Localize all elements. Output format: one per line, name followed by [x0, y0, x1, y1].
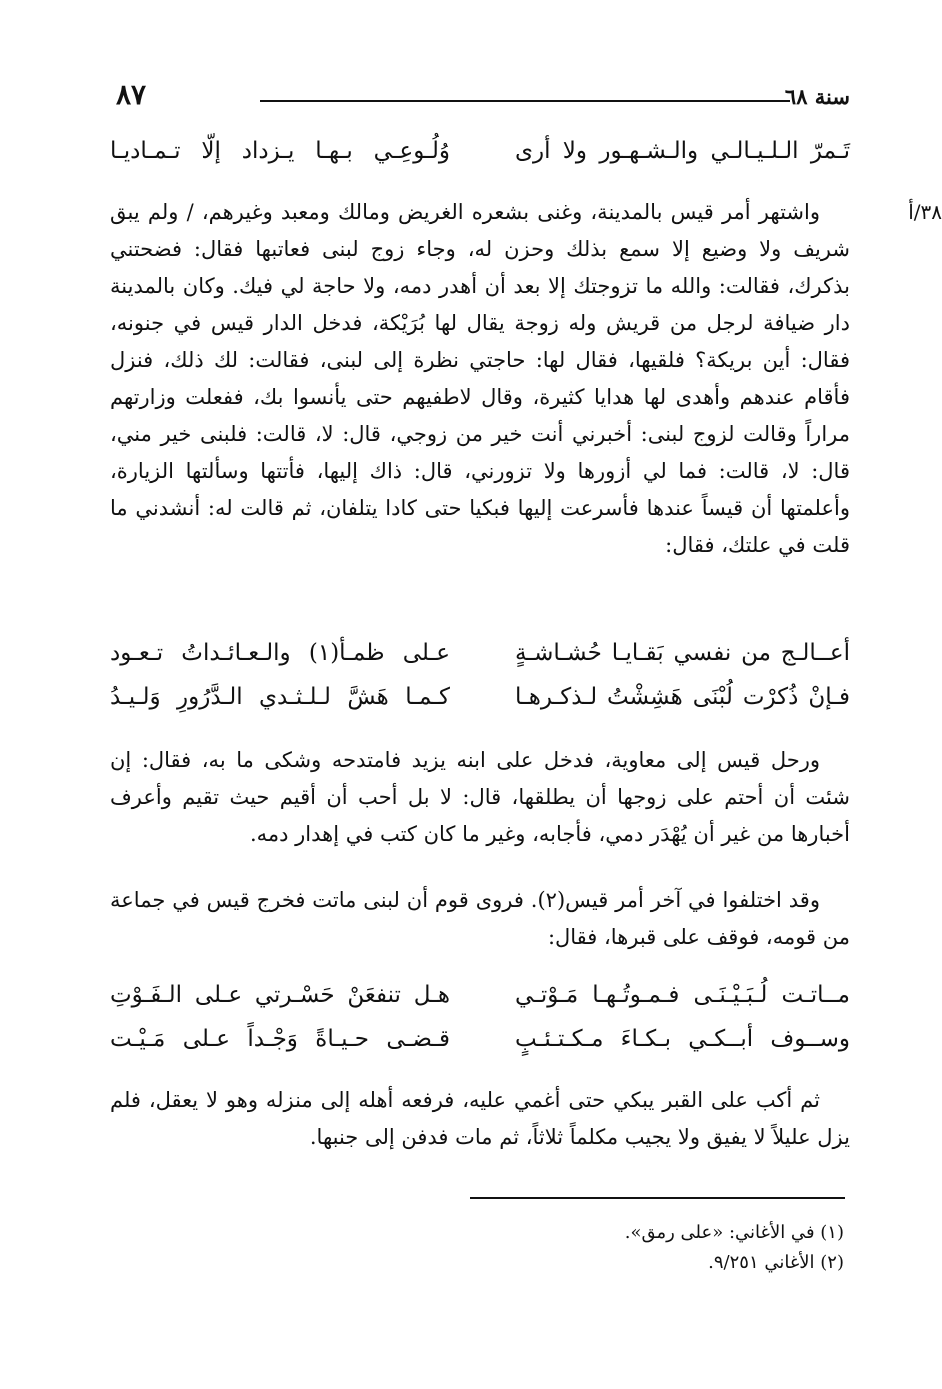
- verse-hemistich-right: فـإنْ ذُكرْت لُبْنَى هَشِشْتُ لـذكـرهـا: [515, 684, 850, 710]
- paragraph-1: [110, 194, 942, 564]
- footnote-2: (٢) الأغاني ٩/٢٥١.: [708, 1252, 844, 1273]
- verse-block-2-line-1: [110, 982, 850, 1022]
- paragraph-4: [110, 1082, 850, 1156]
- paragraph-1-text: واشتهر أمر قيس بالمدينة، وغنى بشعره الغريض ومالك ومعبد وغيرهم، / ولم يبق شريف ولا وضيع إلا سمع بذلك وحزن له، وجاء زوج لبنى فعاتبها فقال: فضحتني بذكرك، فقالت: والله ما تزوجتك إلا بعد أن أهدر دمه، ولا حاجة لي فيك. وكان بالمدينة دار ضيافة لرجل من قريش وله زوجة يقال لها بُرَيْكة، فدخل الدار قيس في جنونه، فقال: أين بريكة؟ فلقيها، فقال لها: حاجتي نظرة إلى لبنى، فقالت: لك ذلك، فنزل فأقام عندهم وأهدى لها هدايا كثيرة، وقال لاطفيهم حتى يأنسوا بك، ففعلت وزارتهم مراراً وقالت لزوج لبنى: أخبرني أنت خير من زوجي، قال: لا، قالت: فلبنى خير مني، قال: لا، قالت: فما لي أزورها ولا تزورني، قال: ذاك إليها، فأتتها وسألتها الزيارة، وأعلمتها أن قيساً عندها فأسرعت إليها فبكيا حتى كادا يتلفان، ثم قالت له: أنشدني ما قلت في علتك، فقال:: [110, 200, 850, 557]
- verse-hemistich-left: وُلُـوعِـي بـهـا يـزداد إلّا تـمـاديـا: [110, 138, 450, 164]
- verse-block-2-line-2: [110, 1026, 850, 1066]
- verse-block-1-line-2: [110, 684, 850, 724]
- paragraph-3-text: وقد اختلفوا في آخر أمر قيس(٢). فروى قوم أن لبنى ماتت فخرج قيس في جماعة من قومه، فوقف على قبرها، فقال:: [110, 888, 850, 949]
- verse-hemistich-left: قـضـى حـيـاةً وَجْـداً عـلى مَـيْـت: [110, 1026, 450, 1052]
- running-head: [110, 78, 850, 118]
- manuscript-folio-ref: ٣٨/أ: [908, 200, 942, 224]
- year-label: سنة ٦٨: [784, 84, 850, 109]
- verse-top: [110, 138, 850, 178]
- header-rule: [260, 100, 790, 102]
- verse-hemistich-left: هـل تنفعَنْ حَسْـرتي عـلى الـفَـوْتِ: [110, 982, 450, 1008]
- paragraph-2: [110, 742, 850, 853]
- footnotes: [344, 1218, 844, 1278]
- verse-hemistich-left: عـلى ظمـأ(١) والـعـائـداتُ تـعـود: [110, 640, 450, 666]
- verse-hemistich-left: كـمـا هَشَّ لـلـثـدي الـدَّرُورِ وَلـيـدُ: [110, 684, 450, 710]
- page-number: ٨٧: [116, 78, 147, 111]
- verse-hemistich-right: مــاتـت لُـبَـيْـنَـى فـمـوتُـهـا مَـوْتـي: [515, 982, 850, 1008]
- footnote-rule: [470, 1197, 845, 1199]
- paragraph-2-text: ورحل قيس إلى معاوية، فدخل على ابنه يزيد فامتدحه وشكى ما به، فقال: إن شئت أن أحتم على زوجها أن يطلقها، قال: لا بل أحب أن أقيم حيث تقيم وأعرف أخبارها من غير أن يُهْدَر دمي، فأجابه، وغير ما كان كتب في إهدار دمه.: [110, 748, 850, 846]
- verse-hemistich-right: وســوف أبــكـي بـكـاءَ مـكـتـئـبٍ: [515, 1026, 850, 1052]
- verse-hemistich-right: تَـمرّ الـلـيـالـي والـشـهـور ولا أرى: [515, 138, 850, 164]
- paragraph-4-text: ثم أكب على القبر يبكي حتى أغمي عليه، فرفعه أهله إلى منزله وهو لا يعقل، فلم يزل عليلاً لا يفيق ولا يجيب مكلماً ثلاثاً، ثم مات فدفن إلى جنبها.: [110, 1088, 850, 1149]
- paragraph-3: [110, 882, 850, 956]
- verse-hemistich-right: أعــالـج من نفسي بَقـايـا حُشـاشـةٍ: [515, 640, 850, 666]
- verse-block-1-line-1: [110, 640, 850, 680]
- footnote-1: (١) في الأغاني: «على رمق».: [624, 1222, 844, 1243]
